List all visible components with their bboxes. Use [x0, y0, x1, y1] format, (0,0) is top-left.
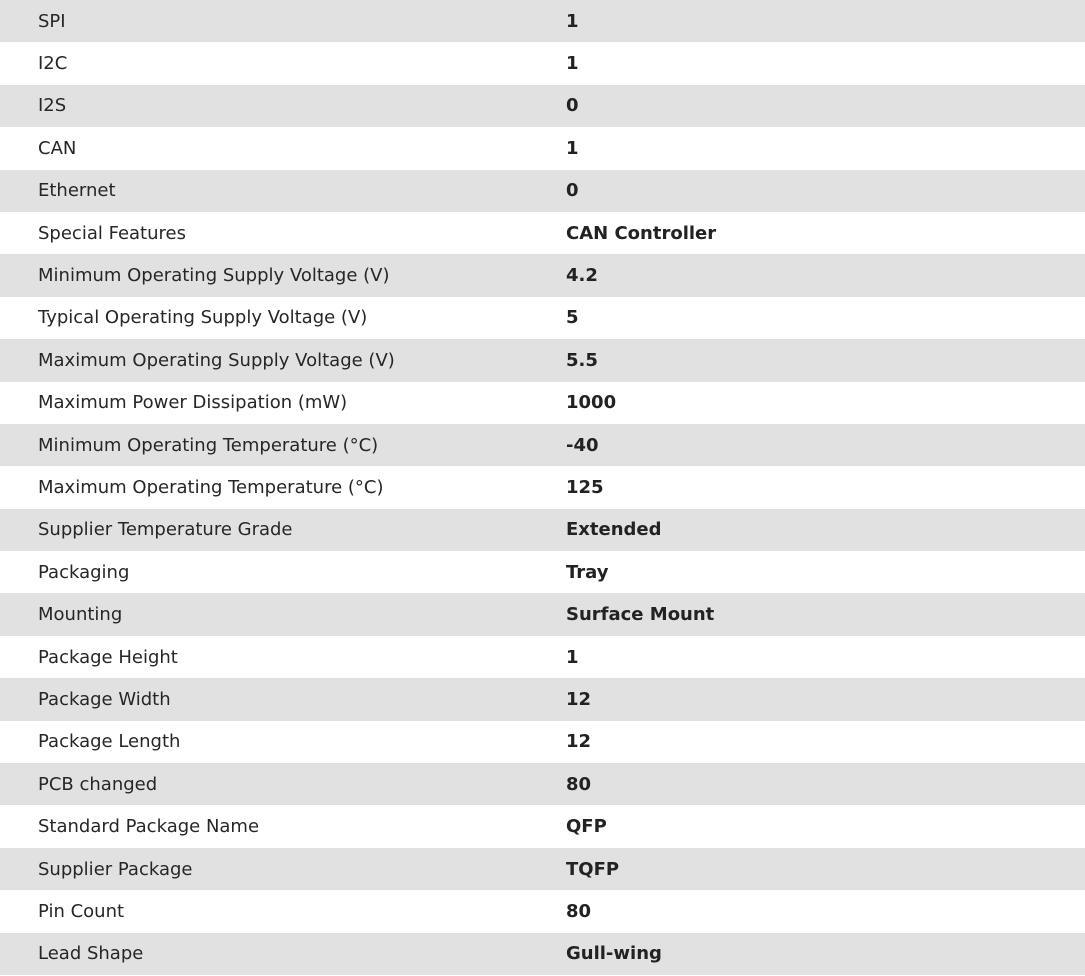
spec-value: 1: [566, 10, 579, 32]
spec-value: 80: [566, 900, 592, 922]
spec-value: 5.5: [566, 349, 598, 371]
spec-value: 12: [566, 731, 592, 753]
spec-value: Surface Mount: [566, 604, 715, 626]
spec-label: Pin Count: [38, 900, 125, 922]
spec-row-spi: [0, 0, 1085, 42]
spec-value: Tray: [566, 561, 609, 583]
spec-label: I2S: [38, 95, 67, 117]
spec-row-max-supply-voltage: [0, 339, 1085, 381]
spec-row-temp-grade: [0, 509, 1085, 551]
spec-value: 5: [566, 307, 579, 329]
spec-value: 80: [566, 773, 592, 795]
spec-row-mounting: [0, 593, 1085, 635]
spec-value: 1000: [566, 392, 617, 414]
spec-row-package-width: [0, 678, 1085, 720]
spec-row-standard-package-name: [0, 805, 1085, 847]
spec-row-package-length: [0, 721, 1085, 763]
spec-value: Gull-wing: [566, 943, 662, 965]
spec-value: TQFP: [566, 858, 620, 880]
spec-row-pcb-changed: [0, 763, 1085, 805]
spec-label: Maximum Operating Supply Voltage (V): [38, 349, 395, 371]
spec-label: Supplier Temperature Grade: [38, 519, 293, 541]
spec-value: Extended: [566, 519, 662, 541]
spec-value: 0: [566, 180, 579, 202]
spec-label: CAN: [38, 137, 77, 159]
spec-row-pin-count: [0, 890, 1085, 932]
spec-row-special-features: [0, 212, 1085, 254]
spec-value: 125: [566, 476, 604, 498]
spec-row-max-power-dissipation: [0, 382, 1085, 424]
spec-label: PCB changed: [38, 773, 158, 795]
spec-value: 1: [566, 53, 579, 75]
spec-label: I2C: [38, 53, 68, 75]
spec-label: Maximum Operating Temperature (°C): [38, 476, 384, 498]
spec-label: Ethernet: [38, 180, 116, 202]
spec-row-min-supply-voltage: [0, 254, 1085, 296]
spec-row-lead-shape: [0, 933, 1085, 975]
spec-label: Minimum Operating Temperature (°C): [38, 434, 379, 456]
spec-label: Standard Package Name: [38, 816, 260, 838]
spec-value: -40: [566, 434, 599, 456]
spec-value: 1: [566, 646, 579, 668]
spec-value: 4.2: [566, 265, 598, 287]
spec-label: Supplier Package: [38, 858, 193, 880]
spec-label: Packaging: [38, 561, 130, 583]
spec-label: Mounting: [38, 604, 123, 626]
spec-row-packaging: [0, 551, 1085, 593]
spec-label: Package Length: [38, 731, 181, 753]
spec-row-i2c: [0, 42, 1085, 84]
spec-label: Package Height: [38, 646, 178, 668]
spec-label: Maximum Power Dissipation (mW): [38, 392, 348, 414]
spec-row-min-operating-temp: [0, 424, 1085, 466]
spec-label: SPI: [38, 10, 66, 32]
spec-row-package-height: [0, 636, 1085, 678]
spec-label: Lead Shape: [38, 943, 144, 965]
spec-value: QFP: [566, 816, 607, 838]
spec-row-max-operating-temp: [0, 466, 1085, 508]
spec-label: Typical Operating Supply Voltage (V): [38, 307, 368, 329]
spec-label: Minimum Operating Supply Voltage (V): [38, 265, 390, 287]
spec-row-can: [0, 127, 1085, 169]
spec-value: CAN Controller: [566, 222, 717, 244]
spec-row-supplier-package: [0, 848, 1085, 890]
spec-row-typ-supply-voltage: [0, 297, 1085, 339]
spec-value: 0: [566, 95, 579, 117]
spec-row-ethernet: [0, 170, 1085, 212]
spec-label: Special Features: [38, 222, 186, 244]
spec-value: 1: [566, 137, 579, 159]
spec-label: Package Width: [38, 688, 171, 710]
spec-value: 12: [566, 688, 592, 710]
spec-row-i2s: [0, 85, 1085, 127]
